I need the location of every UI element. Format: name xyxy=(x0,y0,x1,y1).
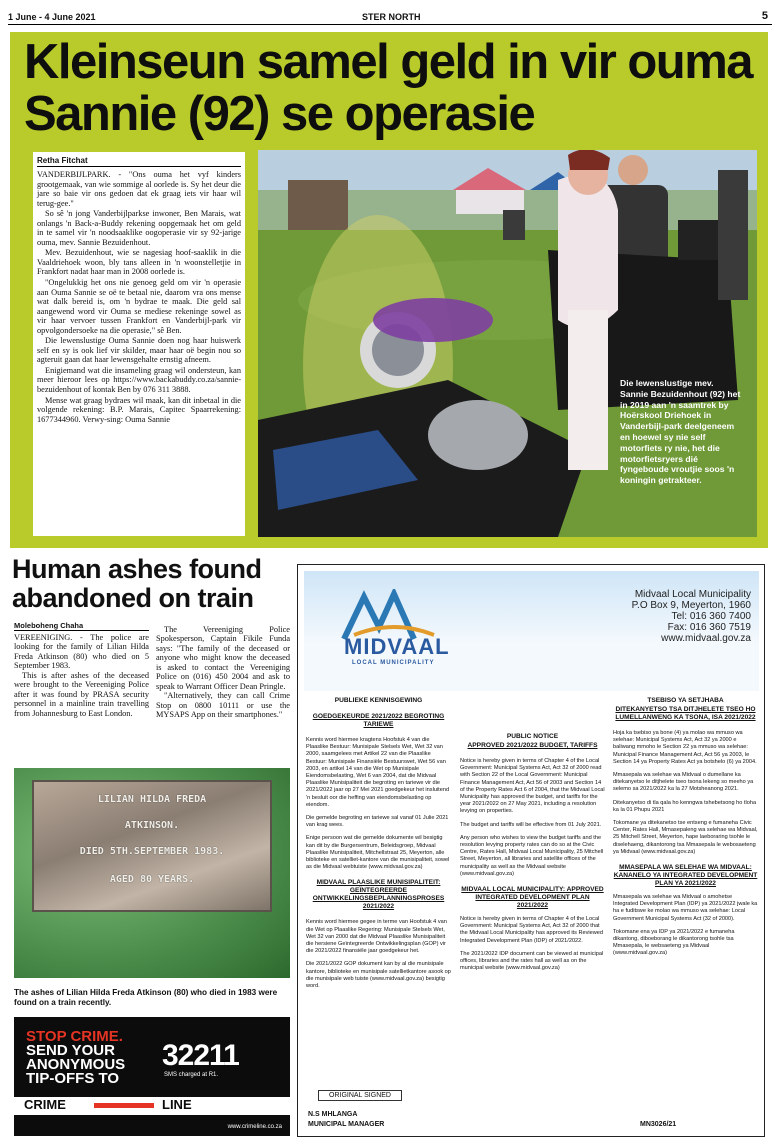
notice-title: MIDVAAL PLAASLIKE MUNISIPALITEIT: GEÏNTEGREERDE ONTWIKKELINGSBEPLANNINGSPROSES 2021/2022 xyxy=(312,879,445,911)
signatory-role: MUNICIPAL MANAGER xyxy=(308,1121,385,1128)
notice-banner xyxy=(304,571,759,691)
address-line: Midvaal Local Municipality xyxy=(634,589,751,600)
notice-column-sesotho xyxy=(613,697,758,958)
lead-paragraph: Enigiemand wat die insameling graag wil ondersteun, kan meer hieroor lees op https://www.backabuddy.co.za/sannie-bezuidenhout of kontak Ben by 076 311 3888. xyxy=(37,365,241,395)
lead-paragraph: "Ongelukkig het ons nie genoeg geld om vir 'n operasie aan Ouma Sannie se oë te betaal nie, daarom vra ons mense wat dalk bereid is, om 'n bydrae te maak. Die geld sal aangewend word vir Ouma se mediese rekeninge sowel as vir haar vervoer tussen Frankfort en Vanderbijl-park vir opvolgondersoeke na die operasie," sê Ben. xyxy=(37,278,241,335)
lead-photo-caption: Die lewenslustige mev. Sannie Bezuidenhout (92) het in 2019 aan 'n saamtrek by Hoërskool Driehoek in Vanderbijl-park deelgeneem en hoewel sy nie self motorfiets ry nie, het die motorfietsryers dié fyngeboude vroutjie soos 'n koningin getrakteer. xyxy=(620,378,741,486)
midvaal-logo-subtitle: LOCAL MUNICIPALITY xyxy=(352,660,435,666)
municipal-address xyxy=(632,589,751,644)
ad-line-text: ANONYMOUS xyxy=(26,1056,126,1073)
notice-paragraph: Mmasepala wa selehae wa Midvaal o dumellane ka ditekanyetso le ditjhelete tseo tsona lekeng so meeho ya selemo sa 2021/2022 ka la 27 Motsheanong 2021. xyxy=(613,772,754,793)
notice-title: MMASEPALA WA SELEHAE WA MIDVAAL: KANANELO YA INTEGRATED DEVELOPMENT PLAN YA 2021/2022 xyxy=(613,864,758,888)
address-line: P.O Box 9, Meyerton, 1960 xyxy=(631,600,751,611)
lead-story-text xyxy=(33,152,245,536)
signatory-name: N.S MHLANGA xyxy=(308,1111,358,1118)
lead-paragraph: VANDERBIJLPARK. - "Ons ouma het vyf kinders grootgemaak, van wie sommige al oorlede is. Sy het deur die jare so baie vir ons gedoen dat ek graag iets vir haar wil terug-gee." xyxy=(37,170,241,208)
notice-paragraph: Notice is hereby given in terms of Chapter 4 of the Local Government: Municipal Systems Act, Act 32 of 2000 read with Section 22 of the Local Government: Municipal Finance Management Act, Act 56 of 2003 and Section 14 of the Property Rates Act 6 of 2004, that the Midvaal Local Municipality has approved the budget, and tariffs for the year 2021/2022 on 27 May 2021, including a resolution levying on properties. xyxy=(460,758,605,815)
crimeline-logo-left: CRIME xyxy=(24,1097,66,1112)
notice-title: APPROVED 2021/2022 BUDGET, TARIFFS xyxy=(467,742,598,749)
notice-paragraph: Kennis word hiermee kragtens Hoofstuk 4 van die Plaaslike Bestuur: Munisipale Stelsels Wet, Wet 32 van 2000, saamgelees met Artikel 22 van die Plaaslike Bestuur: Munisipale Finansiële Bestuurswet, Wet 56 van 2003, en artikel 14 van die Wet op Munisipale Eiendomsbelasting, Wet 6 van 2004, dat die Midvaal Plaaslike Munisipaliteit die begroting en tariewe vir die 2021/2022 jaar op 27 Mei 2021 goedgekeur het insluitend 'n besluit oor die heffing van eiendomsbelasting op eiendom. xyxy=(306,737,450,808)
notice-paragraph: The budget and tariffs will be effective from 01 July 2021. xyxy=(460,821,602,828)
ad-stop-crime: STOP CRIME. xyxy=(26,1028,123,1045)
ad-sms-note: SMS charged at R1. xyxy=(164,1072,219,1078)
story2-column-1 xyxy=(14,633,149,718)
ad-line xyxy=(26,1044,125,1086)
plaque-photo xyxy=(14,768,290,978)
crimeline-website: www.crimeline.co.za xyxy=(227,1124,282,1130)
ad-line-text: TIP-OFFS TO xyxy=(26,1070,120,1087)
notice-paragraph: The 2021/2022 IDP document can be viewed at municipal offices, libraries and the rates hall as well as on the municipal website (www.midvaal.gov.za) xyxy=(460,950,604,972)
crimeline-logo-stripe xyxy=(94,1103,154,1108)
plaque-line: AGED 80 YEARS. xyxy=(109,874,195,885)
story2-paragraph: The Vereeniging Police Spokesperson, Captain Fikile Funda says: "The family of the deceased or anyone who might know the deceased is asked to contact the Vereeniging Police on (016) 450 2004 and ask to speak to Warrant Officer Dean Pringle. xyxy=(156,625,290,691)
lead-paragraph: Die lewenslustige Ouma Sannie doen nog haar huiswerk self en sy is ook lief vir skilder, maar haar oë begin nou so agteruit gaan dat haar lewensgehalte ernstig afneem. xyxy=(37,336,241,365)
midvaal-logo-text: MIDVAAL xyxy=(344,634,450,659)
page-header xyxy=(0,0,780,30)
issue-date: 1 June - 4 June 2021 xyxy=(8,12,96,22)
notice-paragraph: Any person who wishes to view the budget tariffs and the resolution levying property rates can do so at the Civic Centre, Rates Hall, Midvaal Local Municipality, 25 Mitchell Street, Meyerton, all libraries and satellite offices of the municipality as well as the Midvaal website (www.midvaal.gov.za) xyxy=(460,834,604,877)
lead-paragraph: Mense wat graag bydraes wil maak, kan dit inbetaal in die volgende rekening: B.P. Marais, Capitec Spaarrekening: 1677344960. Verwy-sing: Ouma Sannie xyxy=(37,395,241,424)
notice-paragraph: Tokomane ena ya IDP ya 2021/2022 e fumaneha dikantong, diboeborang le dikantorong tsohle tsa Mmasepala, le websaeteng ya Midvaal (www.midvaal.gov.za) xyxy=(613,928,735,957)
notice-paragraph: Die 2021/2022 GOP dokument kan by al die munisipale kantore, biblioteke en munisipale satellietkantore asook op die munisipale web tuiste (www.midvaal.gov.za) besigtig word. xyxy=(306,961,451,990)
notice-reference: MN3026/21 xyxy=(640,1121,677,1128)
notice-kicker: TSEBISO YA SETJHABA xyxy=(647,697,724,704)
story2-headline: Human ashes found abandoned on train xyxy=(12,554,262,613)
brass-plaque xyxy=(32,780,272,912)
notice-paragraph: Kennis word hiermee gegee in terme van Hoofstuk 4 van die Wet op Plaaslike Regering: Munisipale Stelsels Wet, Wet 32 van 2000 dat die Midvaal Plaaslike Munisipaliteit die hersiene Geïntegreerde Ontwikkelingsplan (GOP) vir die 2021/2022 finansiële jaar goedgekeur het. xyxy=(306,919,447,955)
notice-paragraph: Notice is hereby given in terms of Chapter 4 of the Local Government: Municipal Systems Act, Act 32 of 2000 that the Midvaal Local Municipality has approved its Reviewed Integrated Development Plan (IDP) of 2021/2022. xyxy=(460,916,604,944)
notice-paragraph: Hoja ka tsebiso ya bone (4) ya molao wa mmuso wa selehae: Municipal Systems Act, Act 32 ya 2000 e baliwang mmoho le Section 22 ya mmuso wa selehae: Municipal Finance Management Act, Act 56 ya 2003, le Section 14 ya Property Rates Act ya botshelo (6) ya 2004. xyxy=(613,730,757,765)
header-rule xyxy=(8,24,772,25)
lead-headline: Kleinseun samel geld in vir ouma Sannie (92) se operasie xyxy=(24,35,753,141)
notice-title: DITEKANYETSO TSA DITJHELETE TSEO HO LUMELLANWENG KA TSONA, ISA 2021/2022 xyxy=(615,706,756,721)
original-signed-stamp: ORIGINAL SIGNED xyxy=(318,1090,402,1101)
address-line: Fax: 016 360 7519 xyxy=(667,622,751,633)
plaque-line: DIED 5TH.SEPTEMBER 1983. xyxy=(79,846,225,857)
notice-title: GOEDGEKEURDE 2021/2022 BEGROTING TARIEWE xyxy=(312,713,445,728)
plaque-line: LILIAN HILDA FREDA xyxy=(97,794,207,805)
notice-paragraph: Mmasepala wa selehae wa Midvaal o amohetse Integrated Development Plan (IDP) ya 2021/2022 jwale ka ha e fuditswe ke molao wa mmuso wa selehae: Local Government Municipal Systems Act (32 of 2000). xyxy=(613,894,758,922)
story2-paragraph: "Alternatively, they can call Crime Stop on 0800 10111 or use the MYSAPS App on their smartphones." xyxy=(156,691,290,720)
address-line: www.midvaal.gov.za xyxy=(661,633,751,644)
notice-paragraph: Tokomane ya ditekanetso tse entseng e fumaneha Civic Center, Rates Hall, Mmasepaleng wa selehae wa Midvaal, 25 Mitchell Street, Meyerton, hape laeboraring tsohle le diselehaeng, dikantorong tsa Mmasepala le webosaeteng ya Midvaal (www.midvaal.gov.za) xyxy=(613,820,758,855)
notice-column-english xyxy=(460,733,605,972)
notice-paragraph: Die gemelde begroting en tariewe sal vanaf 01 Julie 2021 van krag wees. xyxy=(306,815,449,829)
notice-kicker: PUBLIC NOTICE xyxy=(506,733,559,740)
crimeline-logo-right: LINE xyxy=(162,1097,192,1112)
notice-paragraph: Ditekanyetso di tla qala ho kenngwa tshebetsong ho tloha ka la 01 Phupu 2021 xyxy=(613,799,757,813)
publication-name: STER NORTH xyxy=(362,12,421,22)
ad-sms-number: 32211 xyxy=(162,1039,239,1072)
notice-kicker: PUBLIEKE KENNISGEWING xyxy=(334,697,423,704)
story2-column-2 xyxy=(156,625,290,720)
notice-title: MIDVAAL LOCAL MUNICIPALITY: APPROVED INTEGRATED DEVELOPMENT PLAN 2021/2022 xyxy=(461,886,604,910)
lead-byline: Retha Fitchat xyxy=(37,156,241,167)
plaque-caption: The ashes of Lilian Hilda Freda Atkinson (80) who died in 1983 were found on a train recently. xyxy=(14,988,278,1007)
address-line: Tel: 016 360 7400 xyxy=(671,611,751,622)
crimeline-advert xyxy=(14,1017,290,1136)
ad-line-text: SEND YOUR xyxy=(26,1042,115,1059)
municipal-notice xyxy=(297,564,765,1137)
notice-paragraph: Enige persoon wat die gemelde dokumente wil besigtig kan dit by die Burgersentrum, Beleidsgroep, Midvaal Plaaslike Munisipaliteit, Mitchellstraat 25, Meyerton, alle biblioteke en satelliet-kantore van die munisipaliteit, sowel as die Midvaal webtuiste (www.midvaal.gov.za) xyxy=(306,835,450,871)
story2-paragraph: VEREENIGING. - The police are looking for the family of Lilian Hilda Freda Atkinson (80) who died on 5 September 1983. xyxy=(14,633,149,671)
plaque-line: ATKINSON. xyxy=(124,820,180,831)
page-number: 5 xyxy=(761,10,768,22)
lead-paragraph: Mev. Bezuidenhout, wie se nagesiag hoof-saaklik in die Vaaldriehoek woon, bly tans alleen in 'n woonstelletjie in Frankfort nadat haar man in 2008 oorlede is. xyxy=(37,248,241,277)
story2-byline: Moleboheng Chaha xyxy=(14,621,149,631)
lead-photo xyxy=(258,150,757,537)
story2-paragraph: This is after ashes of the deceased were brought to the Vereeniging Police after it was found by PRASA security personnel in a mainline train travelling from Johannesburg to East London. xyxy=(14,670,149,718)
notice-column-afrikaans xyxy=(306,697,451,990)
lead-paragraph: So sê 'n jong Vanderbijlparkse inwoner, Ben Marais, wat onlangs 'n Back-a-Buddy rekening oopgemaak het om geld in te samel vir 'n noodsaaklike oogoperasie vir sy 92-jarige ouma, mev. Sannie Bezuidenhout. xyxy=(37,209,241,247)
